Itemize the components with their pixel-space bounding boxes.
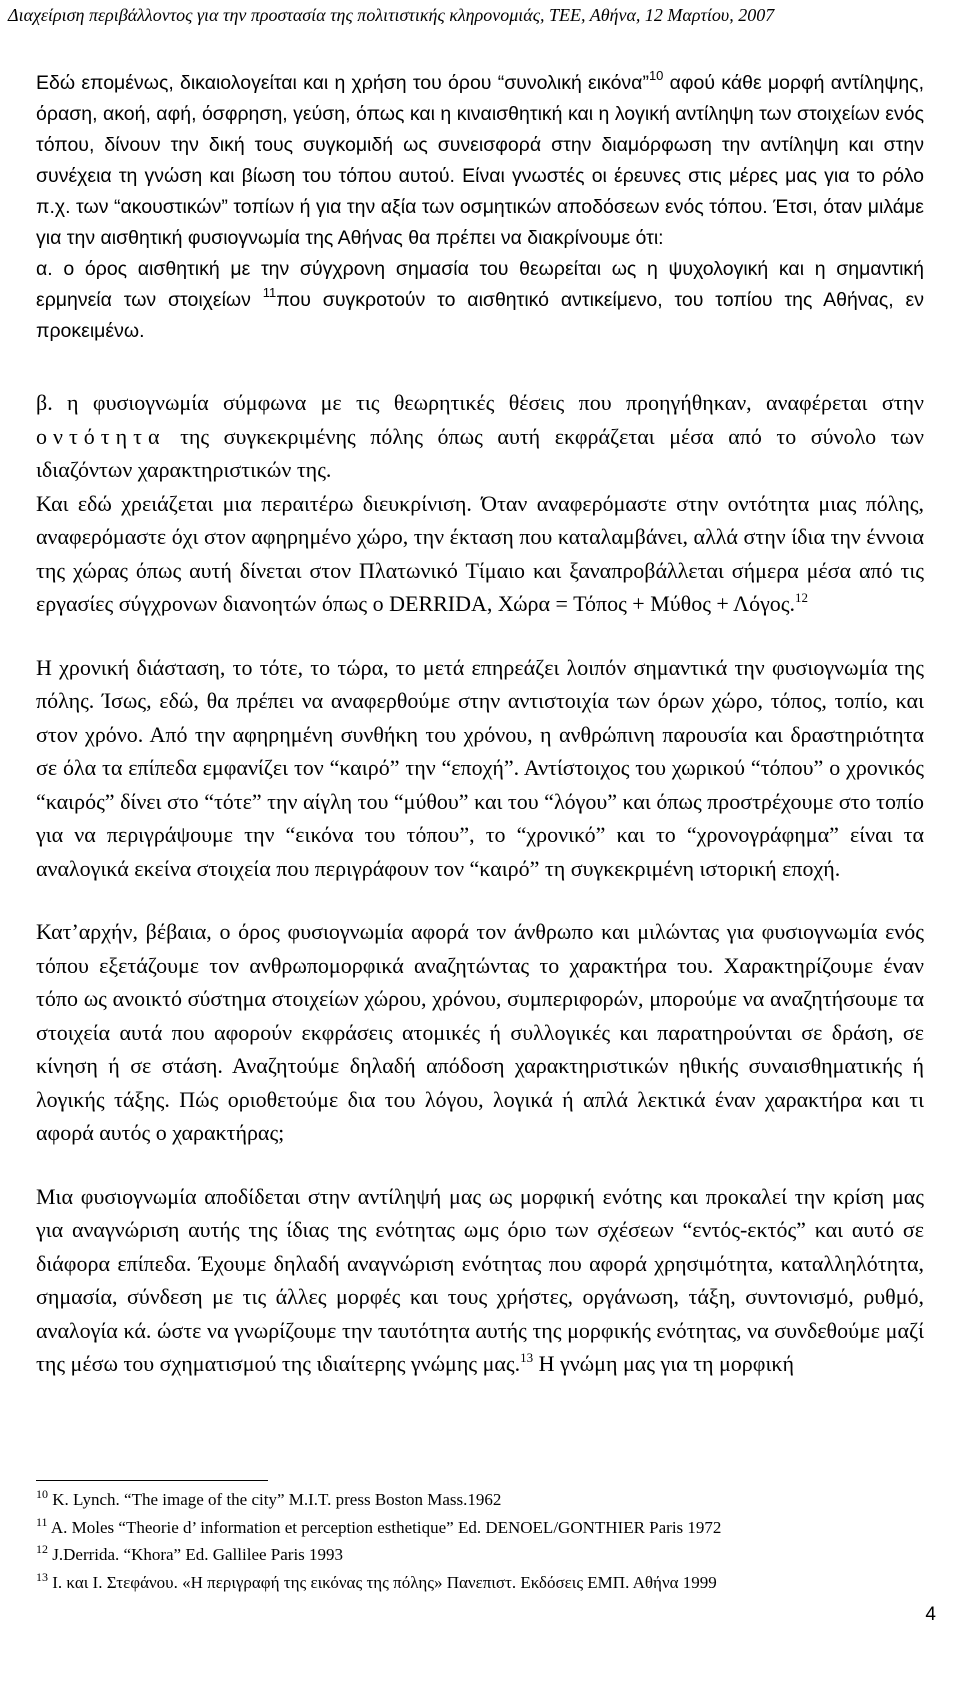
paragraph-4: Και εδώ χρειάζεται μια περαιτέρω διευκρίνιση. Όταν αναφερόμαστε στην οντότητα μιας πόλης, αναφερόμαστε όχι στον αφηρημένο χώρο, την έκταση που καταλαμβάνει, αλλά στην ίδια την έννοια της χώρας όπως αυτή δίνεται στον Πλατωνικό Τίμαιο και ξαναπροβάλλεται σήμερα μέσα από τις εργασίες σύγχρονων διανοητών όπως ο DERRIDA, Χώρα = Τόπος + Μύθος + Λόγος.$^{12}$ bbox=[36, 490, 924, 616]
paragraph-7: Μια φυσιογνωμία αποδίδεται στην αντίληψή μας ως μορφική ενότης και προκαλεί την κρίση μας για αναγνώριση αυτής της ίδιας της ενότητας ωμς όριο των σχέσεων “εντός-εκτός” και αυτό σε διάφορα επίπεδα. Έχουμε δηλαδή αναγνώριση ενότητας που αφορά χρησιμότητα, καταλληλότητα, σημασία, σύνδεση με τις άλλες μορφές και τους χρήστες, οργάνωση, τάξη, συντονισμό, ρυθμό, αναλογία κά. ώστε να γνωρίζουμε την ταυτότητα αυτής της μορφικής ενότητας, να συνδεθούμε μαζί της μέσω του σχηματισμού της ιδιαίτερης γνώμης μας.$^{13}$ Η γνώμη μας για τη μορφική bbox=[36, 1183, 924, 1376]
footnote: $^{10}$ K. Lynch. “The image of the city” M.I.T. press Boston Mass.1962 bbox=[36, 1487, 502, 1509]
footnote: $^{13}$ Ι. και Ι. Στεφάνου. «Η περιγραφή της εικόνας της πόλης» Πανεπιστ. Εκδόσεις ΕΜΠ. Αθήνα 1999 bbox=[36, 1569, 717, 1592]
footnote-ref-13[interactable]: 13 bbox=[520, 1350, 534, 1365]
footnote-ref-11[interactable]: 11 bbox=[262, 285, 277, 300]
page-number: 4 bbox=[925, 1604, 936, 1625]
paragraph-3: β. η φυσιογνωμία σύμφωνα με τις θεωρητικές θέσεις που προηγήθηκαν, αναφέρεται στην οντότητα της συγκεκριμένης πόλης όπως αυτή εκφράζεται μέσα από το σύνολο των ιδιαζόντων χαρακτηριστικών της. bbox=[36, 390, 924, 482]
paragraph-2: α. ο όρος αισθητική με την σύγχρονη σημασία του θεωρείται ως η ψυχολογική και η σημαντική ερμηνεία των στοιχείων $^{11}$που συγκροτούν το αισθητικό αντικείμενο, του τοπίου της Αθήνας, εν προκειμένω. bbox=[36, 258, 924, 342]
footnotes bbox=[36, 1486, 936, 1596]
footnote-ref-12[interactable]: 12 bbox=[795, 590, 808, 605]
footnote-ref-10[interactable]: 10 bbox=[648, 68, 664, 83]
body-text-upper bbox=[36, 68, 924, 347]
running-header: Διαχείριση περιβάλλοντος για την προστασία της πολιτιστικής κληρονομιάς, ΤΕΕ, Αθήνα, 12 Μαρτίου, 2007 bbox=[8, 5, 775, 25]
paragraph-5: Η χρονική διάσταση, το τότε, το τώρα, το μετά επηρεάζει λοιπόν σημαντικά την φυσιογνωμία της πόλης. Ίσως, εδώ, θα πρέπει να αναφερθούμε στην αντιστοιχία των όρων χώρο, τόπος, τοπίο, και στον χρόνο. Από την αφηρημένη συνθήκη του χρόνου, η ανθρώπινη παρουσία και δραστηριότητα σε όλα τα επίπεδα εμφανίζει τον “καιρό” την “εποχή”. Αντίστοιχος του χωρικού “τόπου” ο χρονικός “καιρός” δίνει στο “τότε” την αίγλη του “μύθου” και του “λόγου” και όπως προστρέχουμε στο τοπίο για να περιγράψουμε την “εικόνα του τόπου”, το “χρονικό” και το “χρονογράφημα” είναι τα αναλογικά εκείνα στοιχεία που περιγράφουν τον “καιρό” τη συγκεκριμένη ιστορική εποχή. bbox=[36, 654, 924, 881]
footnote-divider bbox=[36, 1480, 268, 1481]
emphasis-spaced: οντότητα bbox=[36, 423, 166, 449]
paragraph-1: Εδώ επομένως, δικαιολογείται και η χρήση του όρου “συνολική εικόνα”$^{10}$ αφού κάθε μορφή αντίληψης, όραση, ακοή, αφή, όσφρηση, γεύση, όπως και η κιναισθητική και η λογική αντίληψη των στοιχείων ενός τόπου, δίνουν την δική τους συγκομιδή ως συνεισφορά στην διαμόρφωση την αντίληψη και στην συνέχεια τη γνώση και βίωση του τόπου αυτού. Είναι γνωστές οι έρευνες στις μέρες μας για το ρόλο π.χ. των “ακουστικών” τοπίων ή για την αξία των οσμητικών αποδόσεων ενός τόπου. Έτσι, όταν μιλάμε για την αισθητική φυσιογνωμία της Αθήνας θα πρέπει να διακρίνουμε ότι: bbox=[36, 68, 924, 249]
body-text-lower bbox=[36, 386, 924, 1381]
footnote: $^{12}$ J.Derrida. “Khora” Ed. Gallilee Paris 1993 bbox=[36, 1542, 344, 1564]
paragraph-6: Κατ’αρχήν, βέβαια, ο όρος φυσιογνωμία αφορά τον άνθρωπο και μιλώντας για φυσιογνωμία ενός τόπου εξετάζουμε τον ανθρωπομορφικά αναζητώντας το χαρακτήρα του. Χαρακτηρίζουμε έναν τόπο ως ανοικτό σύστημα στοιχείων χώρου, χρόνου, συμπεριφορών, μπορούμε να αναζητήσουμε τα στοιχεία αυτά που αφορούν εκφράσεις ατομικές ή συλλογικές και παρατηρούνται σε δράση, σε κίνηση ή σε στάση. Αναζητούμε δηλαδή απόδοση χαρακτηριστικών ηθικής συναισθηματικής ή λογικής τάξης. Πώς οριοθετούμε δια του λόγου, λογικά ή απλά λεκτικά έναν χαρακτήρα και τι αφορά αυτός ο χαρακτήρας; bbox=[36, 919, 924, 1145]
footnote: $^{11}$ A. Moles “Theorie d’ information et perception esthetique” Ed. DENOEL/GONTHIER Paris 1972 bbox=[36, 1514, 722, 1537]
